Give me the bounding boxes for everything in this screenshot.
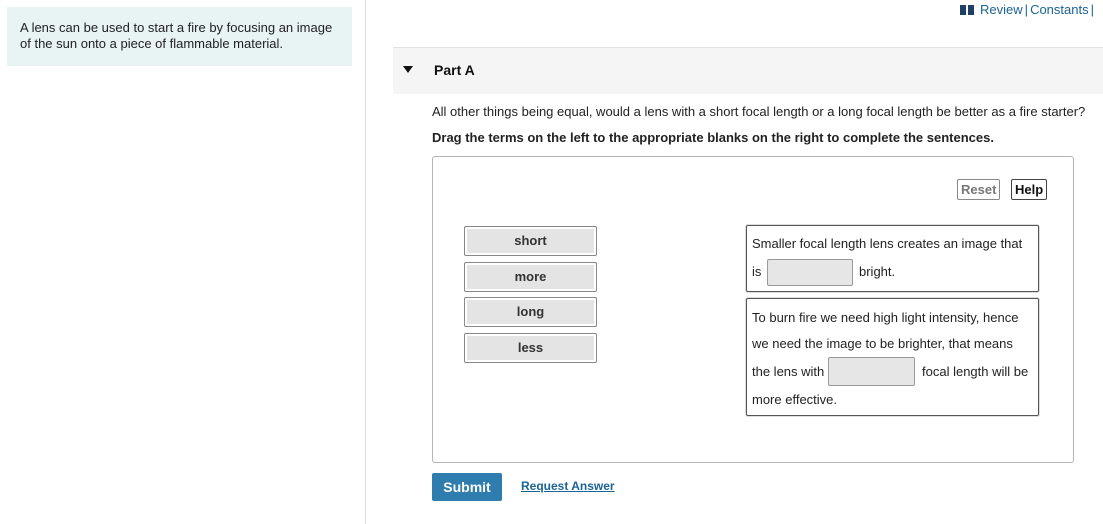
term-less[interactable]: less [464, 333, 597, 363]
submit-button[interactable]: Submit [432, 473, 502, 501]
sentence-1-post-blank: bright. [859, 264, 896, 279]
sentence-2-line-2: we need the image to be brighter, that means [752, 336, 1013, 351]
help-button[interactable]: Help [1011, 179, 1047, 200]
collapse-caret-icon[interactable] [403, 66, 413, 73]
sentence-1 [746, 225, 1039, 292]
part-title: Part A [434, 62, 475, 78]
problem-statement [7, 7, 352, 66]
question-text: All other things being equal, would a lens with a short focal length or a long focal length be better as a fire starter? [432, 104, 1086, 119]
term-short[interactable]: short [464, 226, 597, 256]
sentence-2-post-blank: focal length will be [922, 364, 1029, 379]
top-links [960, 2, 1096, 17]
panel-divider [365, 0, 366, 524]
sentence-2-pre-blank: the lens with [752, 364, 825, 379]
constants-link[interactable]: Constants [1030, 2, 1089, 17]
blank-2[interactable] [828, 357, 915, 386]
problem-text-line-2: of the sun onto a piece of flammable material. [20, 36, 284, 51]
link-separator: | [1024, 2, 1029, 17]
review-link[interactable]: Review [980, 2, 1023, 17]
sentence-2 [746, 298, 1039, 416]
sentence-1-line-1: Smaller focal length lens creates an image that [752, 236, 1023, 251]
term-long[interactable]: long [464, 297, 597, 327]
instructions-text: Drag the terms on the left to the appropriate blanks on the right to complete the sentences. [432, 130, 994, 145]
book-icon [960, 5, 974, 15]
problem-text-line-1: A lens can be used to start a fire by focusing an image [20, 20, 333, 35]
drag-drop-area [432, 156, 1074, 463]
sentence-2-line-4: more effective. [752, 392, 838, 407]
request-answer-link[interactable]: Request Answer [521, 479, 615, 493]
term-more[interactable]: more [464, 262, 597, 292]
link-separator-trailing: | [1090, 2, 1094, 17]
part-header[interactable] [393, 47, 1103, 94]
reset-button[interactable]: Reset [957, 179, 1000, 200]
sentence-2-line-1: To burn fire we need high light intensity, hence [752, 310, 1019, 325]
sentence-1-pre-blank: is [752, 264, 762, 279]
blank-1[interactable] [767, 259, 853, 286]
